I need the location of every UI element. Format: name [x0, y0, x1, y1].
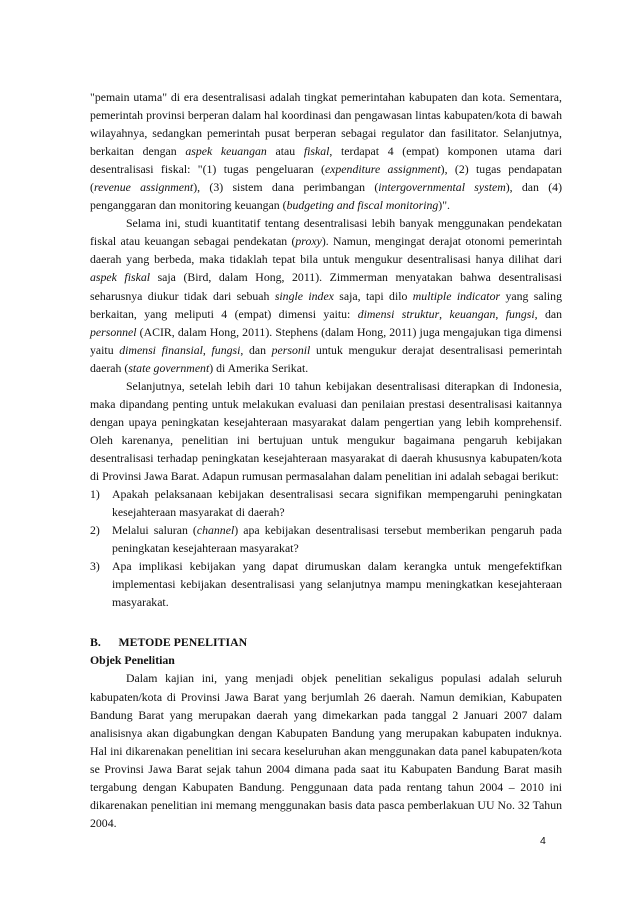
paragraph-research-object: Dalam kajian ini, yang menjadi objek penelitian sekaligus populasi adalah seluruh kabupaten/kota di Provinsi Jawa Barat yang berjumlah 26 daerah. Namun demikian, Kabupaten Bandung Barat yang merupakan daerah yang dimekarkan pada tanggal 2 Januari 2007 dalam analisisnya akan digabungkan dengan Kabupaten Bandung yang merupakan kabupaten induknya. Hal ini dikarenakan penelitian ini secara keseluruhan akan menggunakan data panel kabupaten/kota se Provinsi Jawa Barat sejak tahun 2004 dimana pada saat itu Kabupaten Bandung Barat masih tergabung dengan Kabupaten Bandung. Penggunaan data pada rentang tahun 2004 – 2010 ini dikarenakan penelitian ini memang menggunakan basis data pasca pemberlakuan UU No. 32 Tahun 2004.	[90, 671, 562, 830]
list-item-number: 2)	[90, 523, 100, 538]
paragraph-research-aim: Selanjutnya, setelah lebih dari 10 tahun kebijakan desentralisasi diterapkan di Indonesia, maka dipandang penting untuk melakukan evaluasi dan penilaian prestasi desentralisasi kaitannya dengan upaya peningkatan kesejahteraan masyarakat dalam pengertian yang lebih komprehensif. Oleh karenanya, penelitian ini bertujuan untuk mengukur bagaimana pengaruh kebijakan desentralisasi terhadap peningkatan kesejahteraan masyarakat di daerah khususnya kabupaten/kota di Provinsi Jawa Barat. Adapun rumusan permasalahan dalam penelitian ini adalah sebagai berikut:	[90, 378, 562, 483]
italic-term: single index	[274, 288, 334, 303]
list-item-text: Melalui saluran (channel) apa kebijakan desentralisasi tersebut memberikan pengaruh pada peningkatan kesejahteraan masyarakat?	[112, 523, 562, 556]
list-item-number: 3)	[90, 559, 100, 574]
italic-term: budgeting and fiscal monitoring	[286, 198, 439, 213]
italic-term: multiple indicator	[412, 288, 501, 303]
research-questions-list	[90, 485, 562, 611]
list-item	[90, 485, 562, 521]
list-item-number: 1)	[90, 487, 100, 502]
italic-term: personnel	[90, 324, 137, 339]
italic-term: expenditure assignment	[324, 162, 441, 177]
list-item	[90, 557, 562, 611]
section-heading: B. METODE PENELITIAN	[90, 635, 248, 650]
page-content	[90, 88, 562, 832]
italic-term: state government	[128, 360, 210, 375]
list-item-text: Apakah pelaksanaan kebijakan desentralisasi secara signifikan mempengaruhi peningkatan kesejahteraan masyarakat di daerah?	[112, 487, 562, 520]
paragraph-measurement: Selama ini, studi kuantitatif tentang desentralisasi lebih banyak menggunakan pendekatan fiskal atau keuangan sebagai pendekatan (proxy). Namun, mengingat derajat otonomi pemerintah daerah yang berbeda, maka tidaklah tepat bila untuk mengukur desentralisasi hanya dilihat dari aspek fiskal saja (Bird, dalam Hong, 2011). Zimmerman menyatakan bahwa desentralisasi seharusnya diukur tidak dari sebuah single index saja, tapi dilo multiple indicator yang saling berkaitan, yang meliputi 4 (empat) dimensi yaitu: dimensi struktur, keuangan, fungsi, dan personnel (ACIR, dalam Hong, 2011). Stephens (dalam Hong, 2011) juga mengajukan tiga dimensi yaitu dimensi finansial, fungsi, dan personil untuk mengukur derajat desentralisasi pemerintah daerah (state government) di Amerika Serikat.	[90, 216, 562, 375]
italic-term: keuangan	[449, 306, 496, 321]
list-item-text: Apa implikasi kebijakan yang dapat dirumuskan dalam kerangka untuk mengefektifkan implementasi kebijakan desentralisasi yang selanjutnya mampu meningkatkan kesejahteraan masyarakat.	[112, 559, 562, 610]
italic-term: revenue assignment	[93, 180, 194, 195]
list-item	[90, 521, 562, 557]
italic-term: fungsi	[211, 342, 241, 357]
italic-term: dimensi struktur	[357, 306, 440, 321]
subheading: Objek Penelitian	[90, 653, 175, 668]
italic-term: personil	[271, 342, 311, 357]
italic-term: dimensi finansial	[119, 342, 203, 357]
italic-term: fungsi	[505, 306, 535, 321]
italic-term: aspek keuangan	[185, 144, 267, 159]
italic-term: intergovernmental system	[378, 180, 506, 195]
italic-term: channel	[196, 523, 235, 538]
italic-term: proxy	[295, 234, 322, 249]
italic-term: fiskal	[303, 144, 330, 159]
page-number: 4	[540, 835, 546, 847]
paragraph-intro: "pemain utama" di era desentralisasi adalah tingkat pemerintahan kabupaten dan kota. Sementara, pemerintah provinsi berperan dalam hal koordinasi dan pengawasan lintas kabupaten/kota di bawah wilayahnya, sedangkan pemerintah pusat berperan sebagai regulator dan fasilitator. Selanjutnya, berkaitan dengan aspek keuangan atau fiskal, terdapat 4 (empat) komponen utama dari desentralisasi fiskal: "(1) tugas pengeluaran (expenditure assignment), (2) tugas pendapatan (revenue assignment), (3) sistem dana perimbangan (intergovernmental system), dan (4) penganggaran dan monitoring keuangan (budgeting and fiscal monitoring)".	[90, 90, 563, 213]
italic-term: aspek fiskal	[90, 270, 150, 285]
